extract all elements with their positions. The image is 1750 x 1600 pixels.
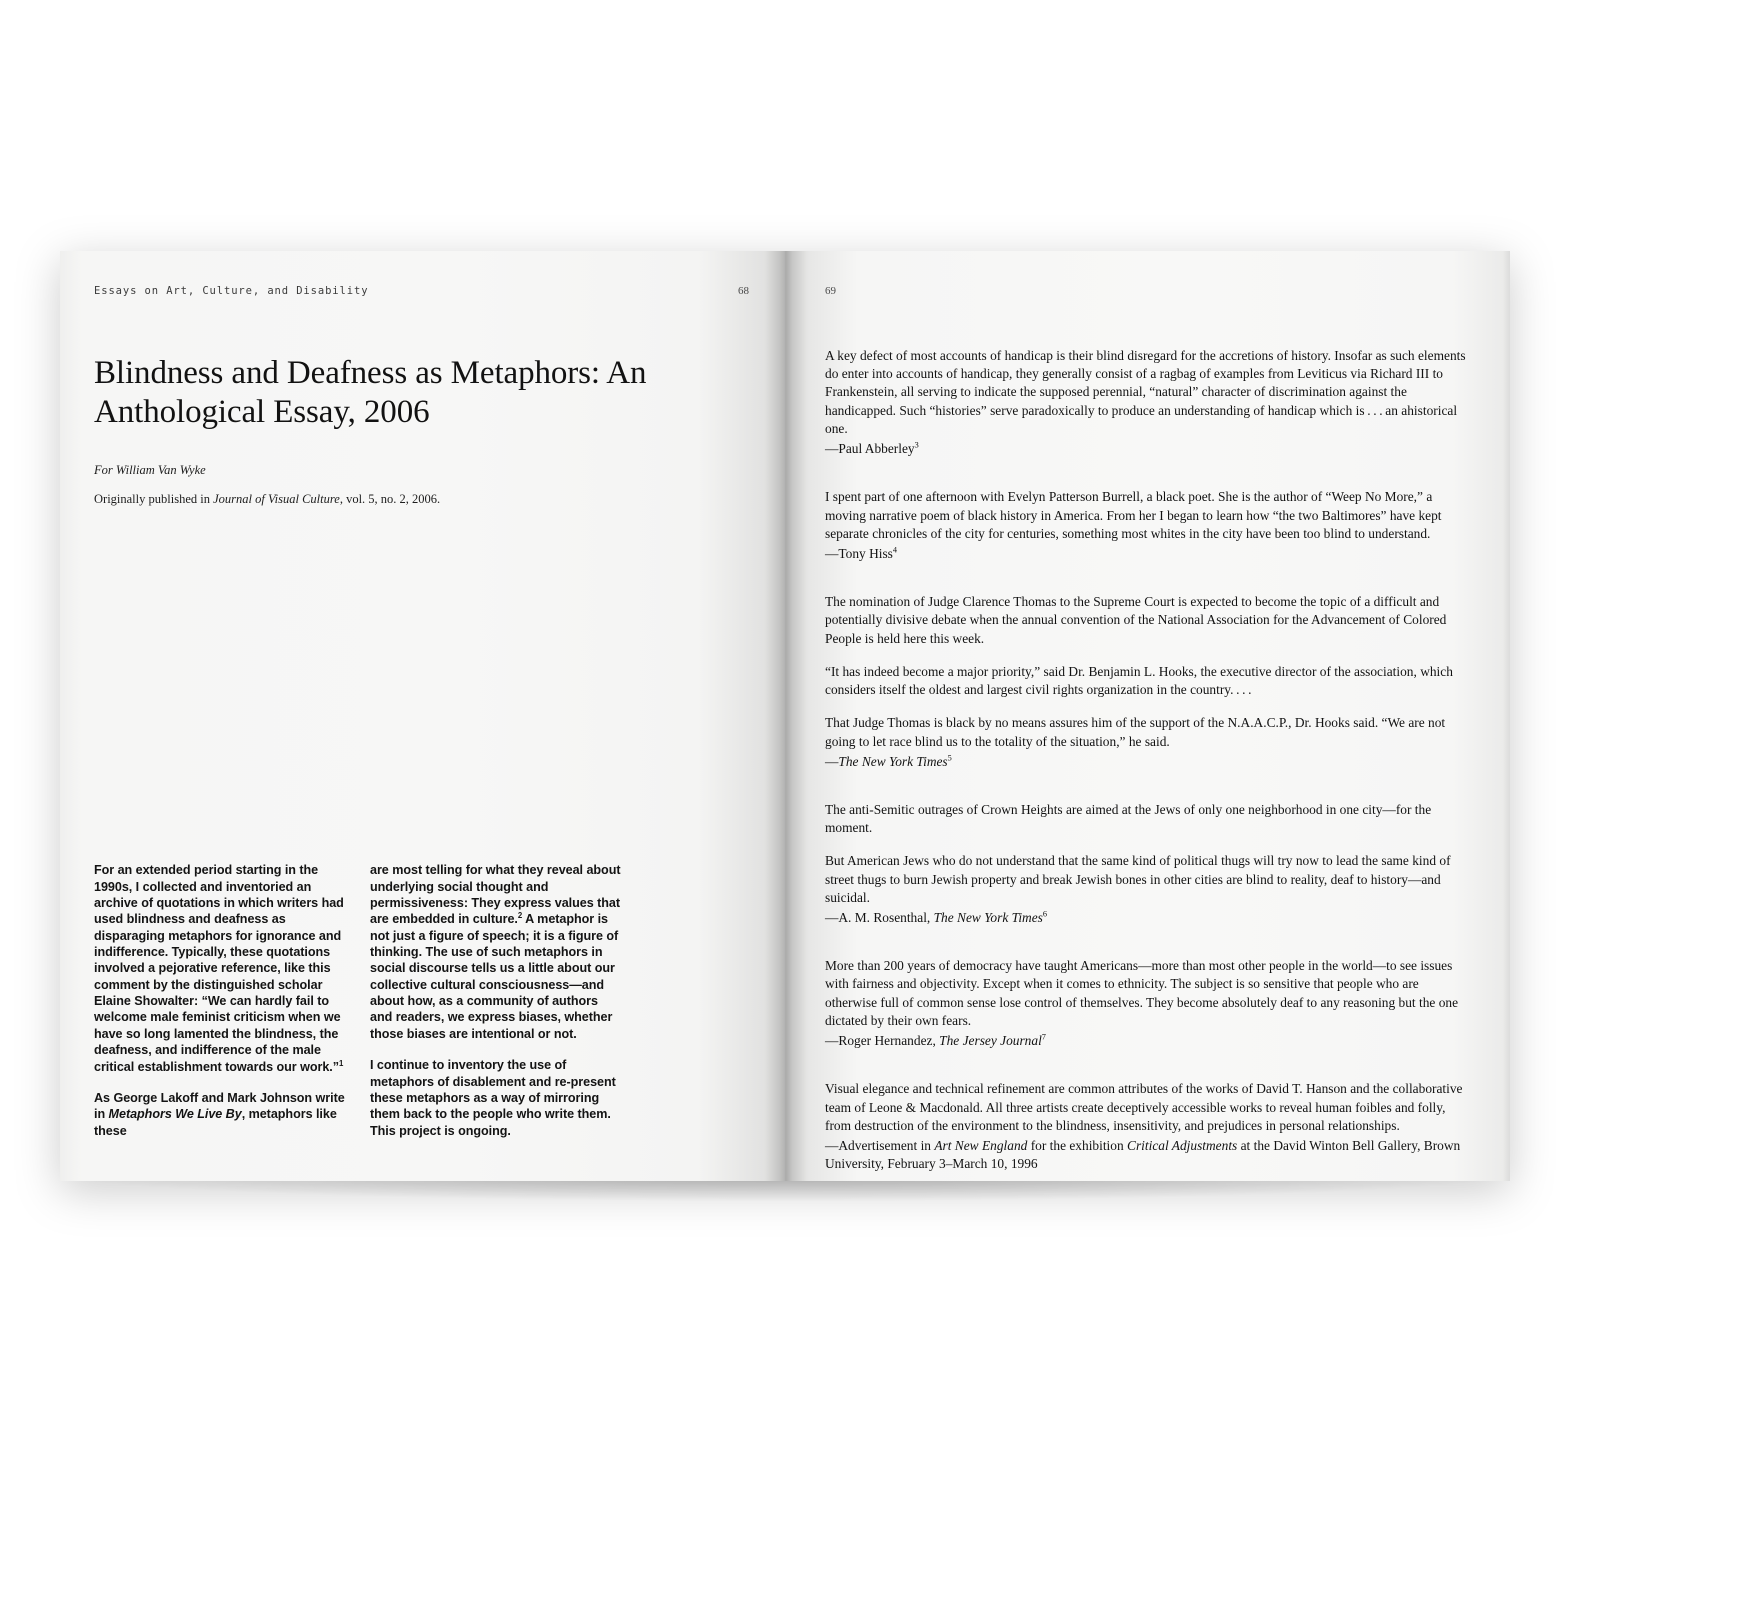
- attribution-name: —Tony Hiss: [825, 545, 893, 561]
- footnote-marker: 4: [892, 545, 898, 555]
- quote-attribution: [825, 909, 1470, 927]
- book-title-italic: Metaphors We Live By: [108, 1107, 242, 1122]
- footnote-marker: 3: [914, 440, 919, 450]
- attribution-source-italic: The New York Times: [838, 753, 948, 769]
- quote-text: The nomination of Judge Clarence Thomas to the Supreme Court is expected to become the topic of a difficult and potentially divisive debate when the annual convention of the National Association for the Advancement of Colored People is held here this week.: [825, 594, 1447, 646]
- attribution-prefix: —Roger Hernandez,: [825, 1033, 940, 1049]
- paragraph-text: are most telling for what they reveal about underlying social thought and permissiveness: They express values that are embedded in culture.: [370, 863, 621, 927]
- paragraph-text-tail: , metaphors like these: [94, 1107, 337, 1138]
- paragraph: I continue to inventory the use of metaphors of disablement and re-present these metaphors as a way of mirroring them back to the people who write them. This project is ongoing.: [370, 1058, 616, 1138]
- quote-text: “It has indeed become a major priority,” said Dr. Benjamin L. Hooks, the executive director of the association, which considers itself the oldest and largest civil rights organization in the country. . . .: [825, 663, 1453, 698]
- publication-credit: [94, 492, 749, 507]
- quote-text: That Judge Thomas is black by no means assures him of the support of the N.A.A.C.P., Dr. Hooks said. “We are not going to let race blind us to the totality of the situation,” he said.: [825, 715, 1446, 749]
- quote-text: More than 200 years of democracy have taught Americans—more than most other people in the world—to see issues with fairness and objectivity. Except when it comes to ethnicity. The subject is so sensitive that people who are otherwise full of common sense lose control of themselves. They become absolutely deaf to any reasoning but the one dictated by their own fears.: [825, 958, 1459, 1028]
- paragraph: [94, 1090, 346, 1139]
- quote-attribution: [825, 440, 1470, 458]
- left-page-columns: [94, 862, 749, 1139]
- footnote-marker: 1: [339, 1058, 344, 1068]
- quote-attribution: [825, 1032, 1470, 1050]
- page-number-right: 69: [825, 285, 836, 297]
- paragraph-text: For an extended period starting in the 1990s, I collected and inventoried an archive of quotations in which writers had used blindness and deafness as disparaging metaphors for ignorance and indifference. Typically, these quotations involved a pejorative reference, like this comment by the distinguished scholar Elaine Showalter: “We can hardly fail to welcome male feminist criticism when we have so long lamented the blindness, the deafness, and indifference of the male critical establishment towards our work.”: [94, 863, 344, 1074]
- quote-text: Visual elegance and technical refinement are common attributes of the works of David T. Hanson and the collaborative team of Leone & Macdonald. All three artists create deceptively accessible works to reveal human foibles and folly, from destruction of the environment to the blindness, insensitivity, and prejudices in personal relationships.: [825, 1081, 1463, 1133]
- paragraph: [94, 862, 346, 1075]
- attribution-source-italic: The New York Times: [933, 910, 1043, 926]
- quote-text: But American Jews who do not understand that the same kind of political thugs will try now to lead the same kind of street thugs to burn Jewish property and break Jewish bones in other cities are blind to reality, deaf to history—and suicidal.: [825, 853, 1451, 905]
- ad-exhibition-italic: Critical Adjustments: [1127, 1138, 1238, 1153]
- quote-attribution: [825, 545, 1470, 563]
- footnote-marker: 7: [1041, 1032, 1046, 1042]
- quote-attribution: [825, 753, 1470, 771]
- dedication-line: For William Van Wyke: [94, 462, 206, 477]
- quotation-list: [825, 347, 1470, 1173]
- ad-publication-italic: Art New England: [934, 1138, 1028, 1153]
- ad-prefix: —Advertisement in: [825, 1138, 935, 1153]
- quote-text: A key defect of most accounts of handicap is their blind disregard for the accretions of history. Insofar as such elements do enter into accounts of handicap, they generally consist of a ragbag of examples from Leviticus via Richard III to Frankenstein, all serving to indicate the supposed perennial, “natural” character of discrimination against the handicapped. Such “histories” serve paradoxically to produce an understanding of handicap which is . . . an ahistorical one.: [825, 348, 1466, 436]
- ad-suffix: at the David Winton Bell Gallery, Brown University, February 3–March 10, 1996: [825, 1138, 1461, 1172]
- right-page-header: [825, 285, 1470, 307]
- attribution-source-italic: The Jersey Journal: [939, 1033, 1042, 1049]
- body-column-one: [94, 862, 346, 1139]
- attribution-name: —Paul Abberley: [825, 441, 915, 457]
- quote-attribution: [825, 1137, 1470, 1173]
- footnote-marker: 2: [517, 911, 523, 921]
- attribution-prefix: —A. M. Rosenthal,: [825, 910, 934, 926]
- left-page-header: [94, 285, 749, 307]
- credit-suffix: , vol. 5, no. 2, 2006.: [339, 491, 441, 506]
- attribution-prefix: —: [825, 753, 839, 769]
- body-column-two: [370, 862, 622, 1139]
- page-title: Blindness and Deafness as Metaphors: An Anthological Essay, 2006: [94, 355, 647, 430]
- book-spread: [60, 251, 1510, 1181]
- page-number-left: 68: [738, 285, 749, 297]
- credit-journal-title: Journal of Visual Culture: [213, 491, 340, 506]
- credit-prefix: Originally published in: [94, 491, 214, 506]
- right-page: [785, 251, 1510, 1181]
- paragraph-text: As George Lakoff and Mark Johnson write in: [94, 1090, 345, 1122]
- quote-text: I spent part of one afternoon with Evelyn Patterson Burrell, a black poet. She is the author of “Weep No More,” a moving narrative poem of black history in America. From her I began to learn how “the two Baltimores” have kept separate chronicles of the city for centuries, something most whites in the city have been too blind to understand.: [825, 489, 1442, 541]
- footnote-marker: 5: [947, 753, 952, 763]
- paragraph-text-tail: A metaphor is not just a figure of speech; it is a figure of thinking. The use of such metaphors in social discourse tells us a little about our collective cultural consciousness—and about how, as a community of authors and readers, we express biases, whether those biases are intentional or not.: [370, 912, 619, 1041]
- quote-text: The anti-Semitic outrages of Crown Heights are aimed at the Jews of only one neighborhood in one city—for the moment.: [825, 801, 1432, 836]
- paragraph: [370, 862, 622, 1042]
- ad-mid: for the exhibition: [1027, 1138, 1128, 1153]
- footnote-marker: 6: [1042, 909, 1048, 919]
- left-page: [60, 251, 785, 1181]
- running-head: Essays on Art, Culture, and Disability: [94, 285, 369, 297]
